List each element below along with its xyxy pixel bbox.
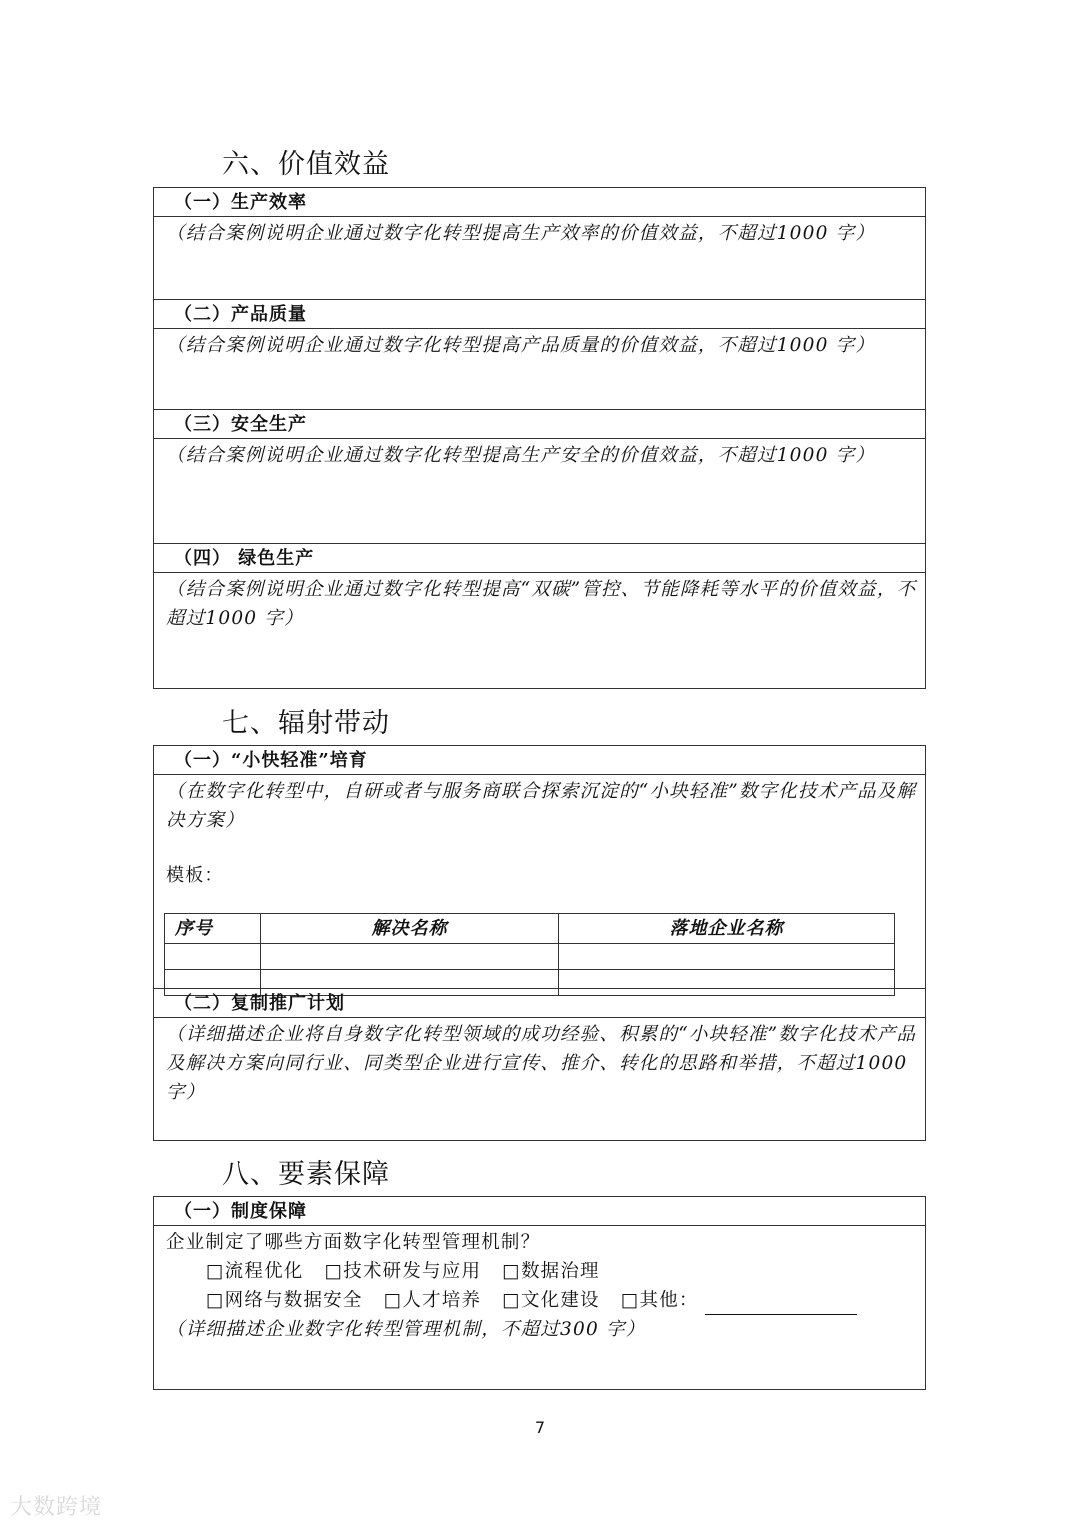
option-talent-training[interactable]: □人才培养 [383, 1290, 482, 1311]
item-product-quality-hint: （结合案例说明企业通过数字化转型提高产品质量的价值效益，不超过1000 字） [166, 335, 876, 356]
section-6-table [153, 187, 926, 689]
item-production-efficiency-header: （一）生产效率 [154, 188, 925, 217]
template-col-index: 序号 [165, 914, 261, 944]
item-production-efficiency-hint: （结合案例说明企业通过数字化转型提高生产效率的价值效益，不超过1000 字） [166, 223, 876, 244]
section-7-table [153, 745, 926, 1141]
option-data-governance[interactable]: □数据治理 [502, 1261, 600, 1282]
item-product-quality-header: （二）产品质量 [154, 300, 925, 329]
section-8-title: 八、要素保障 [222, 1159, 390, 1190]
option-network-security[interactable]: □网络与数据安全 [206, 1290, 363, 1311]
option-process-optimization[interactable]: □流程优化 [206, 1261, 304, 1282]
option-culture-building[interactable]: □文化建设 [502, 1290, 600, 1311]
item-safe-production-header: （三）安全生产 [154, 410, 925, 439]
other-blank-line[interactable] [705, 1296, 857, 1315]
section-8-table [153, 1196, 926, 1390]
item-promotion-plan-hint: （详细描述企业将自身数字化转型领域的成功经验、积累的“小块轻准”数字化技术产品及解决方案向同行业、同类型企业进行宣传、推介、转化的思路和举措，不超过1000 字） [166, 1024, 917, 1103]
item-cultivation-hint: （在数字化转型中，自研或者与服务商联合探索沉淀的“小块轻准”数字化技术产品及解决方案） [166, 781, 917, 831]
watermark [10, 1490, 102, 1521]
template-table [164, 913, 895, 996]
item-cultivation-header: （一）“小快轻准”培育 [154, 746, 925, 775]
template-cell[interactable] [261, 944, 559, 970]
item-green-production-header: （四） 绿色生产 [154, 544, 925, 573]
item-green-production-hint: （结合案例说明企业通过数字化转型提高“双碳”管控、节能降耗等水平的价值效益，不超过1000 字） [166, 579, 917, 629]
mechanism-hint: （详细描述企业数字化转型管理机制，不超过300 字） [166, 1319, 646, 1340]
template-col-enterprise: 落地企业名称 [559, 914, 895, 944]
item-promotion-plan-header: （二）复制推广计划 [154, 989, 925, 1018]
template-col-solution: 解决名称 [261, 914, 559, 944]
mechanism-question: 企业制定了哪些方面数字化转型管理机制？ [166, 1232, 541, 1253]
item-system-guarantee-field[interactable] [154, 1226, 925, 1389]
option-other[interactable]: □其他： [620, 1290, 699, 1311]
item-promotion-plan-field[interactable] [154, 1018, 925, 1139]
item-production-efficiency-field[interactable] [154, 217, 925, 300]
page-number: 7 [534, 1418, 546, 1437]
item-product-quality-field[interactable] [154, 329, 925, 410]
item-system-guarantee-header: （一）制度保障 [154, 1197, 925, 1226]
item-cultivation-field[interactable] [154, 775, 925, 989]
item-green-production-field[interactable] [154, 573, 925, 687]
item-safe-production-hint: （结合案例说明企业通过数字化转型提高生产安全的价值效益，不超过1000 字） [166, 445, 876, 466]
template-cell[interactable] [559, 944, 895, 970]
template-label: 模板： [166, 865, 224, 886]
section-7-title: 七、辐射带动 [222, 708, 390, 739]
item-safe-production-field[interactable] [154, 439, 925, 544]
section-6-title: 六、价值效益 [222, 149, 390, 180]
option-tech-rd[interactable]: □技术研发与应用 [324, 1261, 482, 1282]
watermark-text: 大数跨境 [10, 1495, 103, 1520]
template-cell[interactable] [165, 944, 261, 970]
